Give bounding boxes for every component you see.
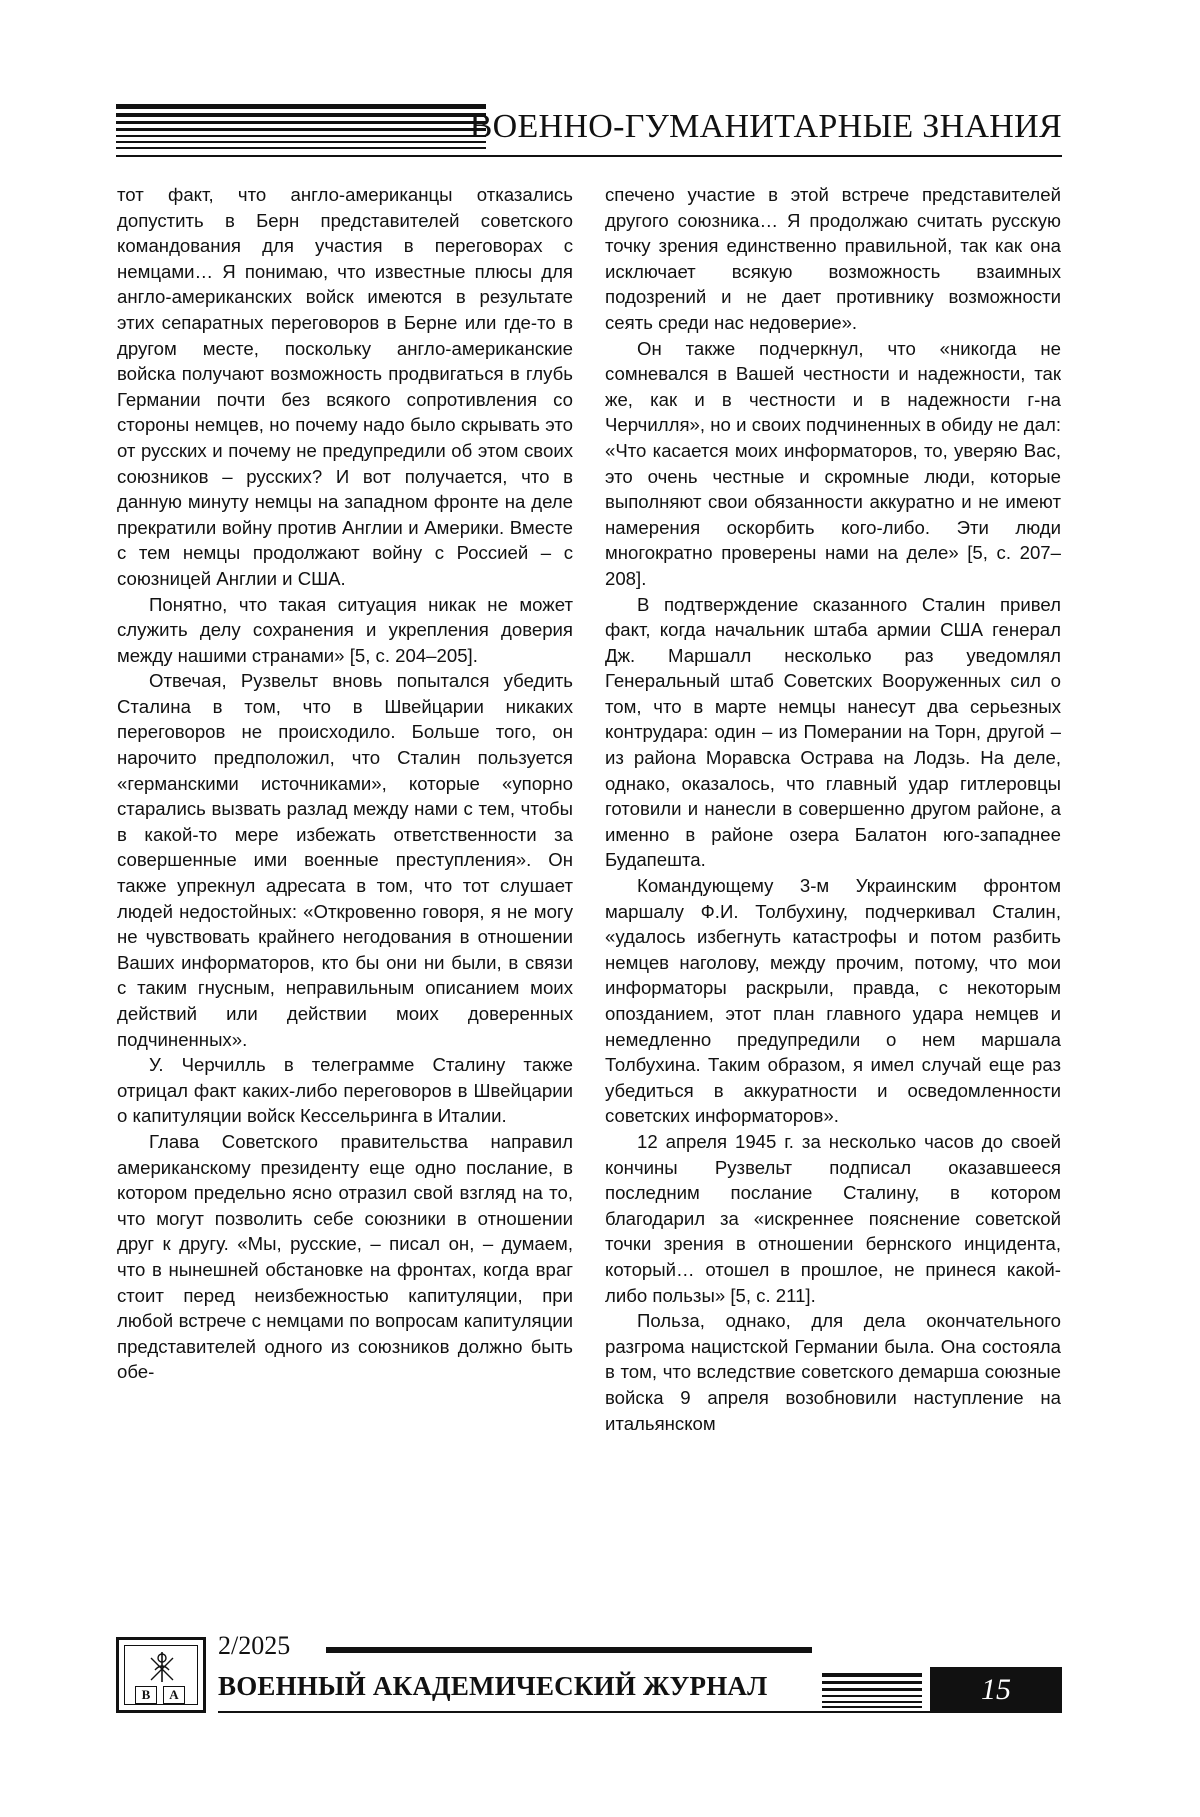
paragraph: Понятно, что такая ситуация никак не может служить делу сохранения и укрепления доверия между нашими странами» [5, с. 204–205]. bbox=[117, 593, 573, 666]
text-column-right bbox=[605, 182, 1061, 1436]
journal-logo bbox=[116, 1637, 206, 1713]
header-decorative-lines bbox=[116, 102, 486, 156]
footer-decorative-lines bbox=[822, 1671, 922, 1709]
page-number: 15 bbox=[930, 1667, 1062, 1713]
text-column-left bbox=[117, 182, 573, 1385]
paragraph: Командующему 3-м Украинским фронтом маршалу Ф.И. Толбухину, подчеркивал Сталин, «удалось избегнуть катастрофы и потом разбить немцев наголову, между прочим, потому, что мои информаторы раскрыли, правда, с некоторым опозданием, этот план главного удара немцев и немедленно предупредили о нем маршала Толбухина. Таким образом, я имел случай еще раз убедиться в аккуратности и осведомленности советских информаторов». bbox=[605, 875, 1061, 1127]
logo-letter-a: А bbox=[163, 1686, 185, 1704]
emblem-icon bbox=[147, 1650, 177, 1684]
section-title: ВОЕННО-ГУМАНИТАРНЫЕ ЗНАНИЯ bbox=[469, 108, 1062, 145]
journal-title: ВОЕННЫЙ АКАДЕМИЧЕСКИЙ ЖУРНАЛ bbox=[218, 1671, 768, 1701]
running-footer bbox=[116, 1631, 1062, 1713]
paragraph: Отвечая, Рузвельт вновь попытался убедить Сталина в том, что в Швейцарии никаких переговоров не происходило. Больше того, он нарочито предположил, что Сталин пользуется «германскими источниками», которые «упорно старались вызвать разлад между нами с тем, чтобы в какой-то мере избежать ответственности за совершенные ими военные преступления». Он также упрекнул адресата в том, что тот слушает людей недостойных: «Откровенно говоря, я не могу не чувствовать крайнего негодования в отношении Ваших информаторов, кто бы они ни были, в связи с таким гнусным, неправильным описанием моих действий или действии моих доверенных подчиненных». bbox=[117, 670, 573, 1050]
paragraph: Польза, однако, для дела окончательного разгрома нацистской Германии была. Она состояла в том, что вследствие советского демарша союзные войска 9 апреля возобновили наступление на итальянском bbox=[605, 1310, 1061, 1434]
paragraph: тот факт, что англо-американцы отказались допустить в Берн представителей советского командования для участия в переговорах с немцами… Я понимаю, что известные плюсы для англо-американских войск имеются в результате этих сепаратных переговоров в Берне или где-то в другом месте, поскольку англо-американские войска получают возможность продвигаться в глубь Германии почти без всякого сопротивления со стороны немцев, но почему надо было скрывать это от русских и почему не предупредили об этом своих союзников – русских? И вот получается, что в данную минуту немцы на западном фронте на деле прекратили войну против Англии и Америки. Вместе с тем немцы продолжают войну с Россией – с союзницей Англии и США. bbox=[117, 184, 573, 589]
paragraph: Он также подчеркнул, что «никогда не сомневался в Вашей честности и надежности, так же, как и в честности и в надежности г-на Черчилля», но и своих подчиненных в обиду не дал: «Что касается моих информаторов, то, уверяю Вас, это очень честные и скромные люди, которые выполняют свои обязанности аккуратно и не имеют намерения оскорбить кого-либо. Эти люди многократно проверены нами на деле» [5, с. 207–208]. bbox=[605, 337, 1061, 589]
logo-letter-v: В bbox=[135, 1686, 157, 1704]
running-header bbox=[116, 102, 1062, 156]
paragraph: Глава Советского правительства направил американскому президенту еще одно послание, в котором предельно ясно отразил свой взгляд на то, что могут позволить себе союзники в отношении друг к другу. «Мы, русские, – писал он, – думаем, что в нынешней обстановке на фронтах, когда враг стоит перед неизбежностью капитуляции, при любой встрече с немцами по вопросам капитуляции представителей одного из союзников должно быть обе- bbox=[117, 1130, 573, 1383]
issue-number: 2/2025 bbox=[218, 1631, 291, 1660]
header-rule bbox=[116, 155, 1062, 157]
paragraph: У. Черчилль в телеграмме Сталину также отрицал факт каких-либо переговоров в Швейцарии о капитуляции войск Кессельринга в Италии. bbox=[117, 1054, 573, 1127]
paragraph: В подтверждение сказанного Сталин привел факт, когда начальник штаба армии США генерал Дж. Маршалл несколько раз уведомлял Генеральный штаб Советских Вооруженных сил о том, что в марте немцы нанесут два серьезных контрудара: один – из Померании на Торн, другой – из района Моравска Острава на Лодзь. На деле, однако, оказалось, что главный удар гитлеровцы готовили и нанесли в совершенно другом районе, а именно в районе озера Балатон юго-западнее Будапешта. bbox=[605, 593, 1061, 871]
footer-bottom-rule bbox=[218, 1711, 1062, 1713]
paragraph: 12 апреля 1945 г. за несколько часов до своей кончины Рузвельт подписал оказавшееся последним послание Сталину, в котором благодарил за «искреннее пояснение советской точки зрения в отношении бернского инцидента, который… отошел в прошлое, не принеся какой-либо пользы» [5, с. 211]. bbox=[605, 1130, 1061, 1306]
paragraph: спечено участие в этой встрече представителей другого союзника… Я продолжаю считать русскую точку зрения единственно правильной, так как она исключает всякую возможность взаимных подозрений и не дает противнику возможности сеять среди нас недоверие». bbox=[605, 184, 1061, 333]
footer-rule bbox=[326, 1647, 812, 1653]
